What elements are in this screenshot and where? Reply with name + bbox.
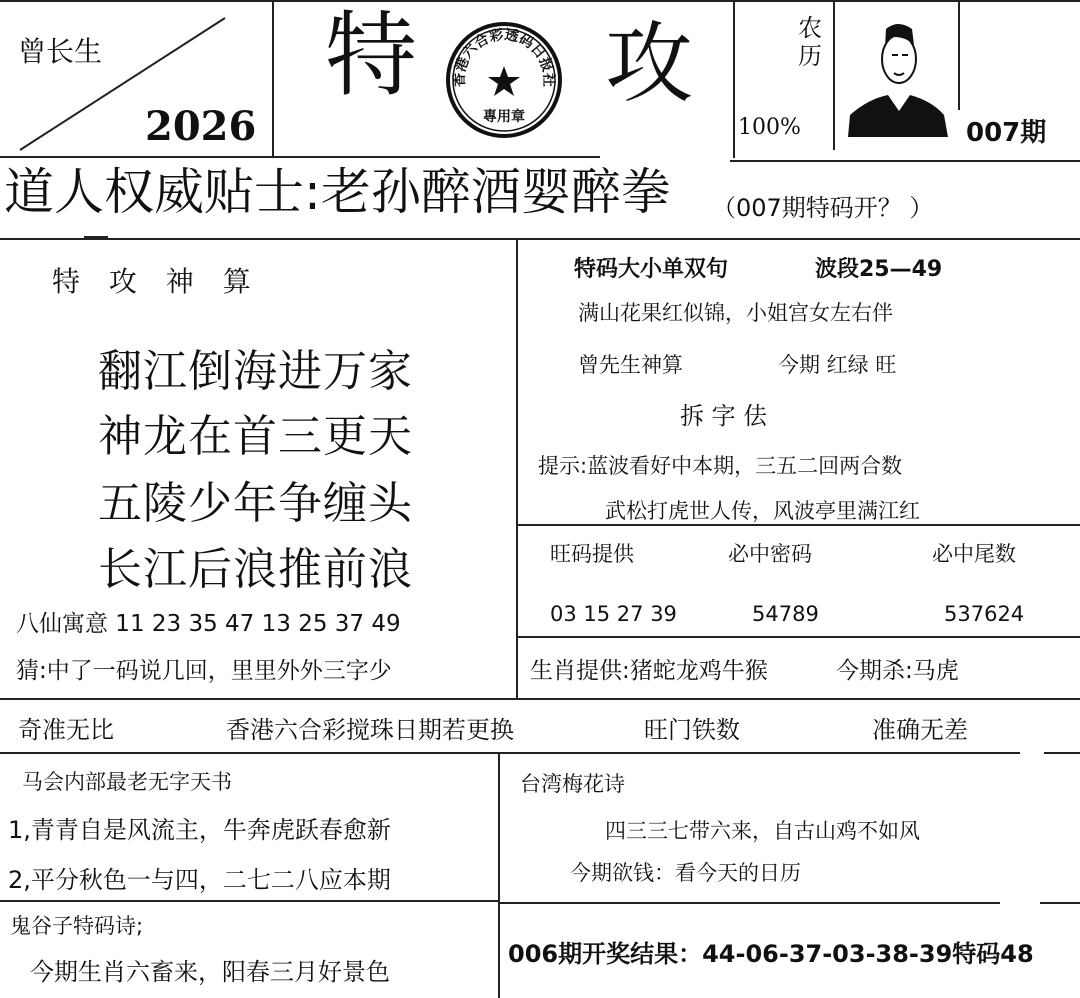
seal-ring-text: 香港六合彩透码日报社: [451, 27, 557, 88]
right-line3-b: 今期 红绿 旺: [778, 353, 897, 377]
header-name: 曾长生: [18, 35, 103, 68]
poem-line-1: 翻江倒海进万家: [98, 346, 413, 397]
bottom-right-title: 台湾梅花诗: [520, 772, 625, 796]
baxian-line: 八仙寓意 11 23 35 47 13 25 37 49: [16, 611, 401, 637]
bottom-left-title2: 鬼谷子特码诗;: [10, 914, 144, 938]
right-line1-a: 特码大小单双句: [574, 257, 729, 282]
poem-line-4: 长江后浪推前浪: [98, 544, 413, 595]
stray-mark: [84, 236, 108, 238]
poem-line-2: 神龙在首三更天: [98, 411, 413, 462]
banner-2: 香港六合彩搅珠日期若更换: [226, 716, 514, 744]
header-title-right: 攻: [605, 12, 694, 115]
bottom-left-line1: 1,青青自是风流主，牛奔虎跃春愈新: [8, 816, 391, 844]
bottom-left-line2: 2,平分秋色一与四，二七二八应本期: [8, 866, 391, 894]
guess-line: 猜:中了一码说几回，里里外外三字少: [16, 658, 392, 684]
kill-line: 今期杀:马虎: [836, 658, 959, 684]
banner-3: 旺门铁数: [644, 716, 740, 744]
hint-line-1: 提示:蓝波看好中本期，三五二回两合数: [538, 454, 903, 478]
right-line3-a: 曾先生神算: [578, 353, 683, 377]
left-title: 特 攻 神 算: [52, 265, 261, 298]
banner-1: 奇准无比: [18, 716, 114, 744]
portrait-image: [848, 15, 948, 137]
tip-note: （007期特码开？ ）: [712, 194, 934, 222]
col-value-1: 03 15 27 39: [550, 602, 677, 626]
right-line1-b: 波段25—49: [815, 257, 943, 282]
draw-result: 006期开奖结果：44-06-37-03-38-39特码48: [508, 940, 1034, 968]
col-header-1: 旺码提供: [550, 542, 634, 566]
bottom-left-line3: 今期生肖六畜来，阳春三月好景色: [30, 958, 390, 986]
issue-number: 007期: [966, 118, 1047, 148]
col-header-3: 必中尾数: [932, 542, 1016, 566]
right-line2: 满山花果红似锦，小姐宫女左右伴: [578, 301, 893, 325]
official-seal: [444, 20, 564, 140]
percent-label: 100%: [738, 115, 801, 140]
bottom-right-line1: 四三三七带六来，自古山鸡不如风: [605, 819, 920, 843]
col-value-2: 54789: [752, 602, 819, 626]
header-title-left: 特: [325, 2, 418, 109]
bottom-right-line2: 今期欲钱：看今天的日历: [570, 861, 801, 885]
banner-4: 准确无差: [872, 716, 968, 744]
lunar-label: 农历: [798, 14, 822, 70]
right-line4: 拆 字 佉: [680, 402, 768, 430]
col-header-2: 必中密码: [728, 542, 812, 566]
bottom-left-title: 马会内部最老无字天书: [22, 770, 232, 794]
seal-bottom-text: 專用章: [483, 109, 525, 125]
header-year: 2026: [145, 103, 257, 150]
col-value-3: 537624: [944, 602, 1025, 626]
zodiac-line: 生肖提供:猪蛇龙鸡牛猴: [530, 658, 768, 684]
tip-main: 道人权威贴士:老孙醉酒婴醉拳: [4, 163, 671, 221]
hint-line-2: 武松打虎世人传，风波亭里满江红: [605, 499, 920, 523]
poem-line-3: 五陵少年争缠头: [98, 478, 413, 529]
